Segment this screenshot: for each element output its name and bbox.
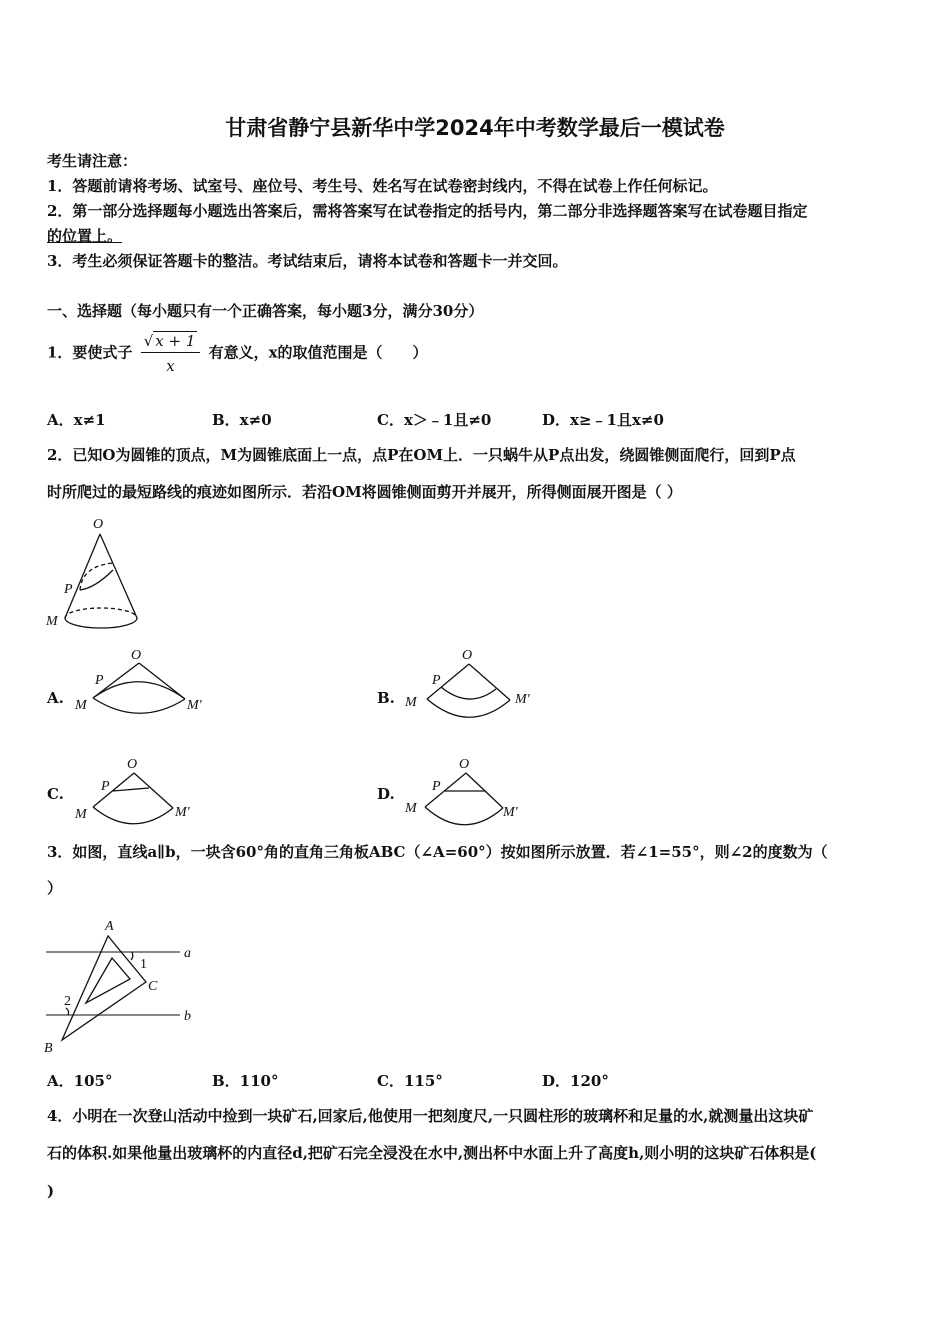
label-o: O — [93, 517, 104, 532]
sector-figure-a — [74, 648, 203, 713]
q2-option-d[interactable]: D. — [377, 785, 395, 803]
label-o: O — [459, 757, 470, 772]
label-m-prime: M′ — [175, 805, 190, 820]
label-line-b: b — [184, 1009, 191, 1024]
question-1 — [47, 332, 428, 375]
notice-item: 3．考生必须保证答题卡的整洁。考试结束后，请将本试卷和答题卡一并交回。 — [47, 252, 568, 270]
label-c-vertex: C — [148, 979, 158, 994]
label-line-a: a — [184, 946, 191, 961]
q2-option-b[interactable]: B. — [377, 689, 395, 707]
label-m-prime: M′ — [187, 698, 202, 713]
label-m: M — [46, 614, 58, 629]
question-4-line: ) — [47, 1182, 55, 1200]
label-o: O — [131, 648, 142, 663]
label-angle-1: 1 — [140, 957, 147, 972]
section-heading: 一、选择题（每小题只有一个正确答案，每小题3分，满分30分） — [47, 302, 484, 320]
label-p: P — [95, 673, 104, 688]
fraction-denominator: x — [166, 357, 175, 375]
sector-figure-d — [404, 757, 519, 825]
triangle-parallel-lines-figure — [44, 919, 191, 1056]
q3-option-b[interactable]: B．110° — [212, 1072, 279, 1090]
question-2-line: 时所爬过的最短路线的痕迹如图所示．若沿OM将圆锥侧面剪开并展开，所得侧面展开图是（ ） — [47, 483, 682, 501]
label-m: M — [75, 698, 87, 713]
question-1-suffix: 有意义，x的取值范围是（ ） — [208, 343, 428, 362]
notice-item: 1．答题前请将考场、试室号、座位号、考生号、姓名写在试卷密封线内，不得在试卷上作任何标记。 — [47, 177, 718, 195]
q1-option-a[interactable]: A．x≠1 — [47, 411, 106, 429]
label-m: M — [405, 801, 417, 816]
fraction-expression: $\frac{√ x + 1}{x}$ — [141, 332, 201, 375]
cone-figure — [45, 517, 137, 629]
q3-option-a[interactable]: A．105° — [47, 1072, 113, 1090]
q3-option-d[interactable]: D．120° — [542, 1072, 609, 1090]
label-m-prime: M′ — [503, 805, 518, 820]
label-angle-2: 2 — [64, 994, 71, 1009]
notice-heading: 考生请注意： — [47, 152, 138, 170]
question-1-prefix: 1．要使式子 — [47, 343, 133, 362]
question-3-line: ） — [47, 879, 63, 897]
q1-option-b[interactable]: B．x≠0 — [212, 411, 272, 429]
q2-option-c[interactable]: C. — [47, 785, 64, 803]
label-o: O — [462, 648, 473, 663]
q1-option-c[interactable]: C．x＞﹣1且≠0 — [377, 411, 492, 429]
label-m: M — [75, 807, 87, 822]
label-a-vertex: A — [105, 919, 114, 934]
q1-option-d[interactable]: D．x≥﹣1且x≠0 — [542, 411, 664, 429]
label-o: O — [127, 757, 138, 772]
label-b-vertex: B — [44, 1041, 53, 1056]
question-3-line: 3．如图，直线a∥b，一块含60°角的直角三角板ABC（∠A=60°）按如图所示放置．若∠1=55°，则∠2的度数为（ — [47, 843, 828, 861]
notice-item: 2．第一部分选择题每小题选出答案后，需将答案写在试卷指定的括号内，第二部分非选择题答案写在试卷题目指定 — [47, 202, 808, 220]
label-p: P — [101, 779, 110, 794]
label-p: P — [64, 582, 73, 597]
q2-option-a[interactable]: A. — [47, 689, 64, 707]
sector-figure-b — [404, 648, 531, 717]
q3-option-c[interactable]: C．115° — [377, 1072, 443, 1090]
label-m-prime: M′ — [515, 692, 530, 707]
label-m: M — [405, 695, 417, 710]
question-2-line: 2．已知O为圆锥的顶点，M为圆锥底面上一点，点P在OM上．一只蜗牛从P点出发，绕圆锥侧面爬行，回到P点 — [47, 446, 796, 464]
fraction-numerator: x + 1 — [155, 332, 196, 350]
notice-item: 的位置上。 — [47, 227, 123, 245]
label-p: P — [432, 779, 441, 794]
sector-figure-c — [74, 757, 191, 824]
question-4-line: 4．小明在一次登山活动中捡到一块矿石,回家后,他使用一把刻度尺,一只圆柱形的玻璃杯和足量的水,就测量出这块矿 — [47, 1107, 814, 1125]
label-p: P — [432, 673, 441, 688]
page-title: 甘肃省静宁县新华中学2024年中考数学最后一模试卷 — [225, 116, 725, 140]
question-4-line: 石的体积.如果他量出玻璃杯的内直径d,把矿石完全浸没在水中,测出杯中水面上升了高度h,则小明的这块矿石体积是( — [47, 1144, 817, 1162]
